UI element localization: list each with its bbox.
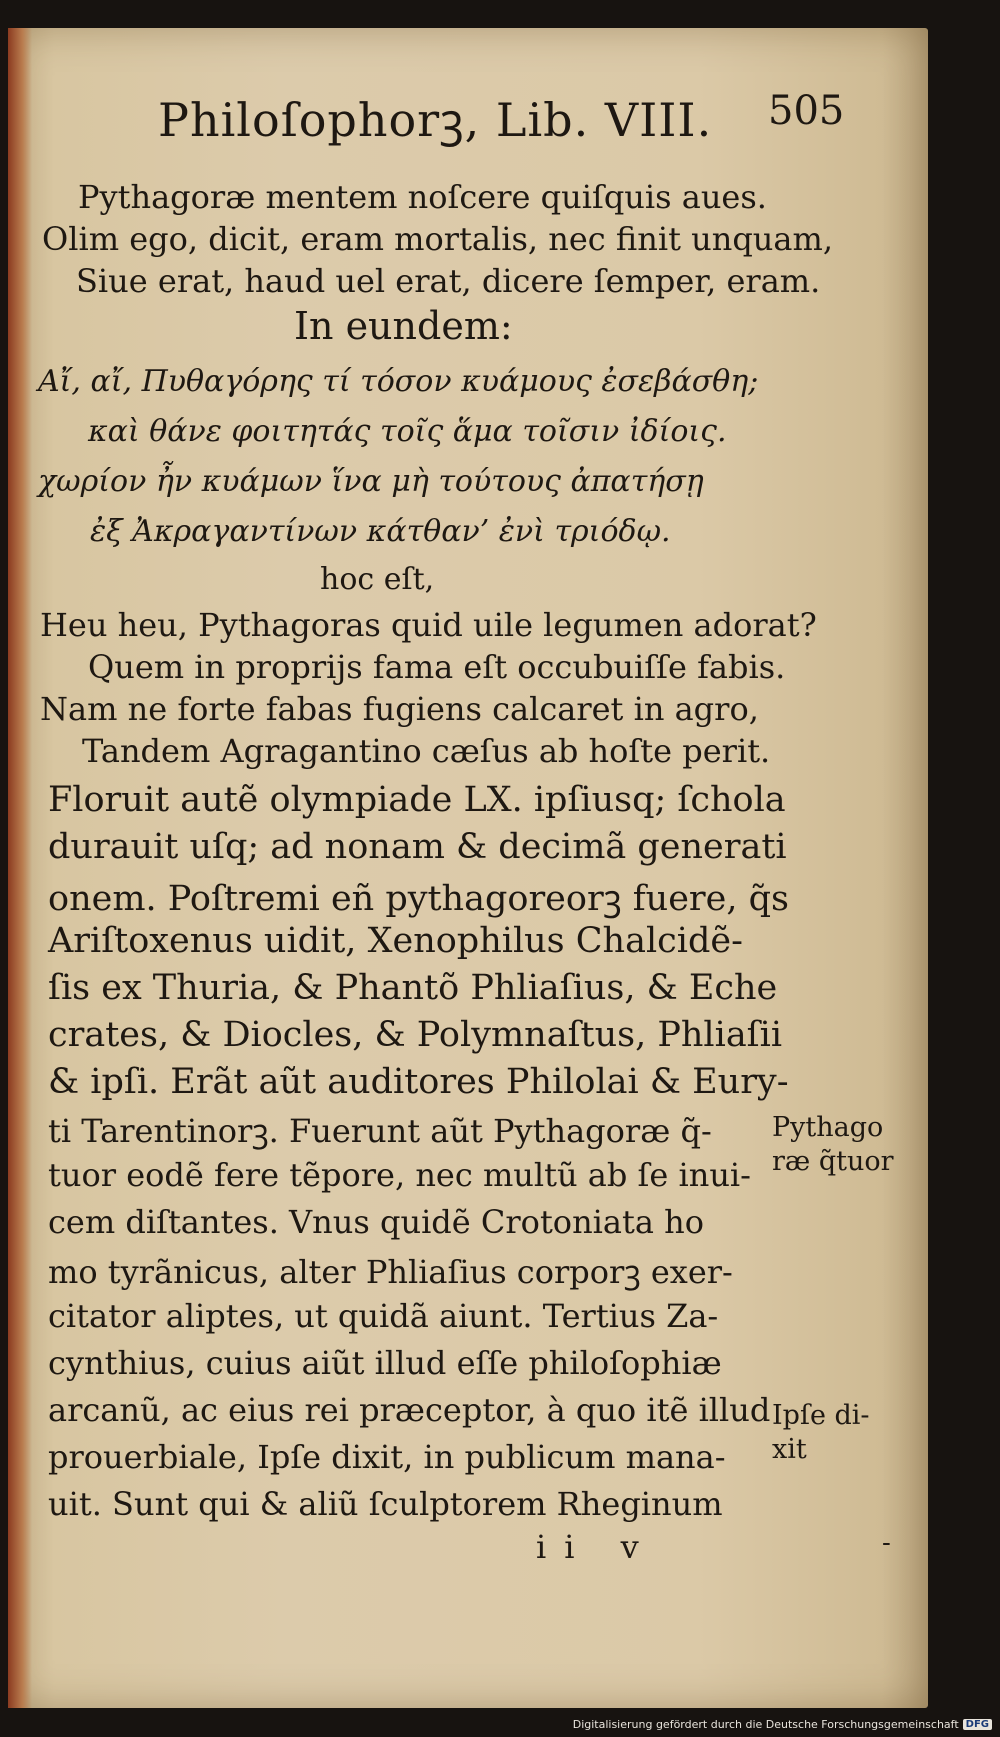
verse-line: Quem in proprijs fama eſt occubuiſſe fabis. — [88, 648, 786, 686]
folio-number: 505 — [768, 88, 845, 134]
body-text-line: prouerbiale, Ipſe dixit, in publicum mana- — [48, 1438, 726, 1476]
verse-line: Siue erat, haud uel erat, dicere ſemper, eram. — [76, 262, 821, 300]
dfg-logo: DFG — [963, 1719, 992, 1730]
marginal-note: xit — [772, 1434, 807, 1465]
body-text-line: uit. Sunt qui & aliũ ſculptorem Rheginum — [48, 1485, 723, 1523]
marginal-note: ræ q̃tuor — [772, 1146, 894, 1177]
marginal-note: Ipſe di- — [772, 1400, 870, 1431]
running-title: Philoſophorꝫ, Lib. VIII. — [158, 93, 713, 147]
body-text-line: citator aliptes, ut quidã aiunt. Tertius Za- — [48, 1297, 719, 1335]
body-text-line: & ipſi. Erãt aũt auditores Philolai & Eury- — [48, 1062, 789, 1102]
body-text-line: crates, & Diocles, & Polymnaſtus, Phliaſii — [48, 1015, 783, 1055]
section-heading: In eundem: — [294, 304, 513, 348]
body-text-line: mo tyrãnicus, alter Phliaſius corporꝫ exer- — [48, 1253, 733, 1291]
body-text-line: cem diſtantes. Vnus quidẽ Crotoniata ho — [48, 1203, 704, 1241]
verse-line: Pythagoræ mentem noſcere quiſquis aues. — [78, 178, 767, 216]
greek-verse: Αἴ, αἴ, Πυθαγόρης τί τόσον κυάμους ἐσεβάσθη; — [38, 364, 759, 399]
signature-mark: ii v — [536, 1528, 657, 1566]
greek-verse: χωρίον ἦν κυάμων ἵνα μὴ τούτους ἀπατήσῃ — [38, 464, 704, 499]
verse-line: Heu heu, Pythagoras quid uile legumen adorat? — [40, 606, 817, 644]
greek-verse: ἐξ Ἀκραγαντίνων κάτθαν’ ἐνὶ τριόδῳ. — [90, 514, 671, 549]
body-text-line: cynthius, cuius aiũt illud eſſe philoſophiæ — [48, 1344, 722, 1382]
digitization-credit — [573, 1718, 992, 1731]
body-text-line: ti Tarentinorꝫ. Fuerunt aũt Pythagoræ q̃- — [48, 1112, 712, 1150]
body-text-line: arcanũ, ac eius rei præceptor, à quo itẽ illud — [48, 1391, 771, 1429]
body-text-line: ſis ex Thuria, & Phantõ Phliaſius, & Eche — [48, 968, 778, 1008]
book-page — [8, 28, 928, 1708]
verse-line: Nam ne forte fabas fugiens calcaret in agro, — [40, 690, 759, 728]
body-text-line: durauit uſq; ad nonam & decimã generati — [48, 827, 787, 867]
marginal-note: Pythago — [772, 1112, 884, 1143]
verse-line: Tandem Agragantino cæſus ab hoſte perit. — [82, 732, 771, 770]
greek-verse: καὶ θάνε φοιτητάς τοῖς ἅμα τοῖσιν ἰδίοις. — [88, 414, 727, 449]
body-text-line: Floruit autẽ olympiade LX. ipſiusq; ſchola — [48, 780, 786, 820]
verse-line: Olim ego, dicit, eram mortalis, nec finit unquam, — [42, 220, 833, 258]
digitization-credit-text: Digitalisierung gefördert durch die Deutsche Forschungsgemeinschaft — [572, 1718, 959, 1731]
catchword-mark: - — [882, 1528, 891, 1558]
hoc-est-label: hoc eſt, — [320, 562, 435, 597]
body-text-line: onem. Poſtremi eñ pythagoreorꝫ fuere, q̃s — [48, 879, 789, 919]
body-text-line: Ariſtoxenus uidit, Xenophilus Chalcidẽ- — [48, 921, 743, 961]
body-text-line: tuor eodẽ fere tẽpore, nec multũ ab ſe inui- — [48, 1156, 751, 1194]
